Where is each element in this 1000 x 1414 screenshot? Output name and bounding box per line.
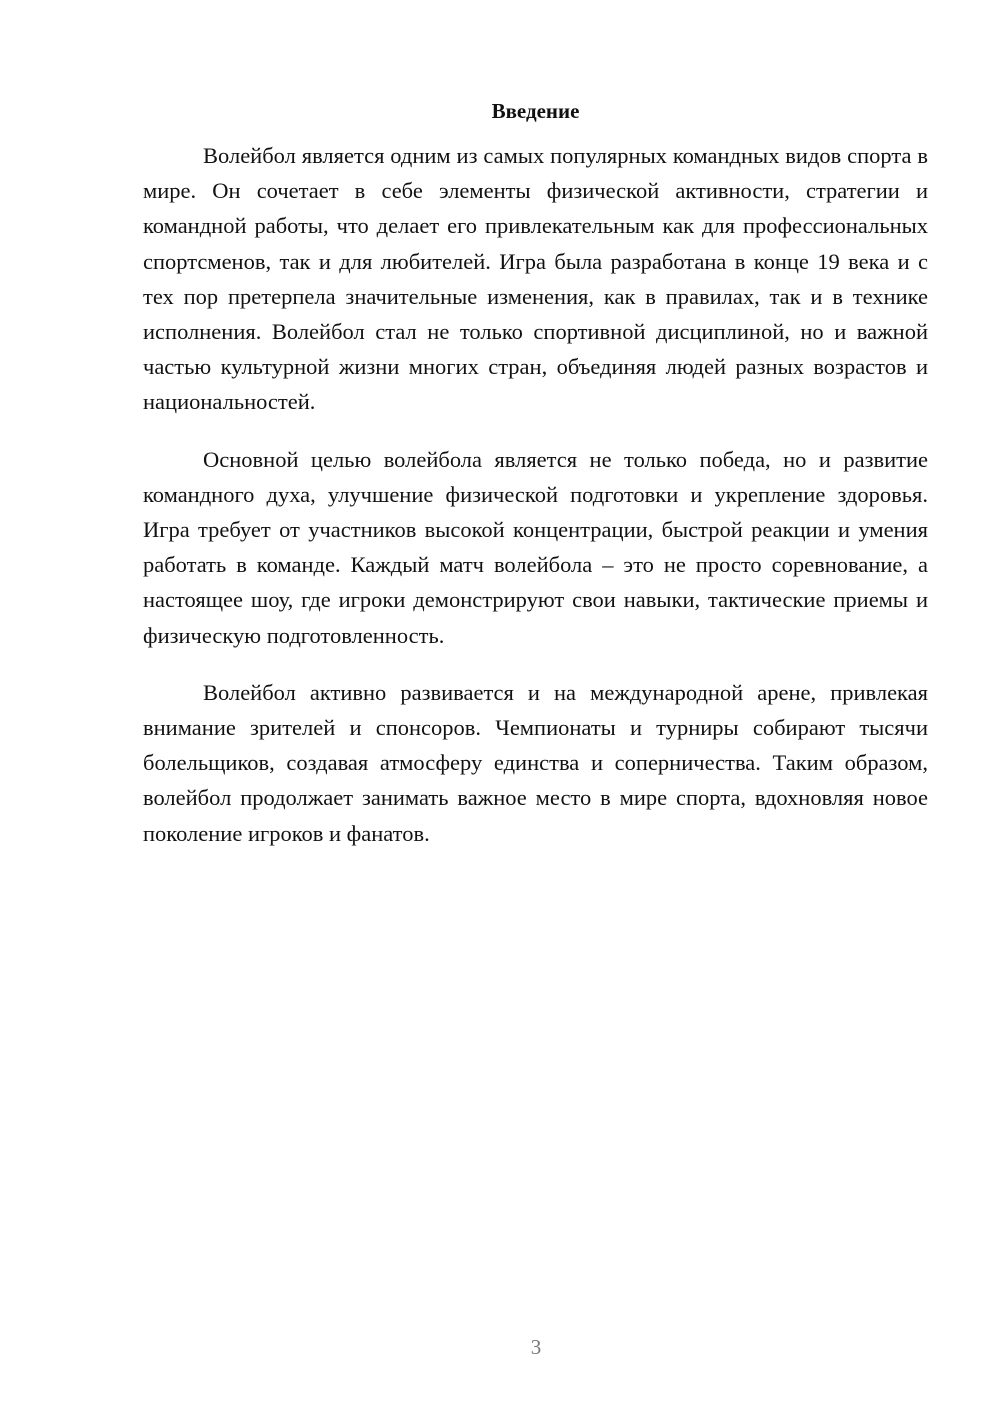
paragraph-2: Основной целью волейбола является не только победа, но и развитие командного духа, улучшение физической подготовки и укрепление здоровья. Игра требует от участников высокой концентрации, быстрой реакции и умения работать в команде. Каждый матч волейбола – это не просто соревнование, а настоящее шоу, где игроки демонстрируют свои навыки, тактические приемы и физическую подготовленность. bbox=[143, 446, 928, 648]
page-content bbox=[143, 96, 928, 873]
paragraph-3: Волейбол активно развивается и на международной арене, привлекая внимание зрителей и спонсоров. Чемпионаты и турниры собирают тысячи болельщиков, создавая атмосферу единства и соперничества. Таким образом, волейбол продолжает занимать важное место в мире спорта, вдохновляя новое поколение игроков и фанатов. bbox=[143, 679, 928, 846]
page-number: 3 bbox=[530, 1335, 542, 1359]
paragraph-1: Волейбол является одним из самых популярных командных видов спорта в мире. Он сочетает в себе элементы физической активности, стратегии и командной работы, что делает его привлекательным как для профессиональных спортсменов, так и для любителей. Игра была разработана в конце 19 века и с тех пор претерпела значительные изменения, как в правилах, так и в технике исполнения. Волейбол стал не только спортивной дисциплиной, но и важной частью культурной жизни многих стран, объединяя людей разных возрастов и национальностей. bbox=[143, 143, 928, 415]
section-heading: Введение bbox=[491, 99, 580, 123]
